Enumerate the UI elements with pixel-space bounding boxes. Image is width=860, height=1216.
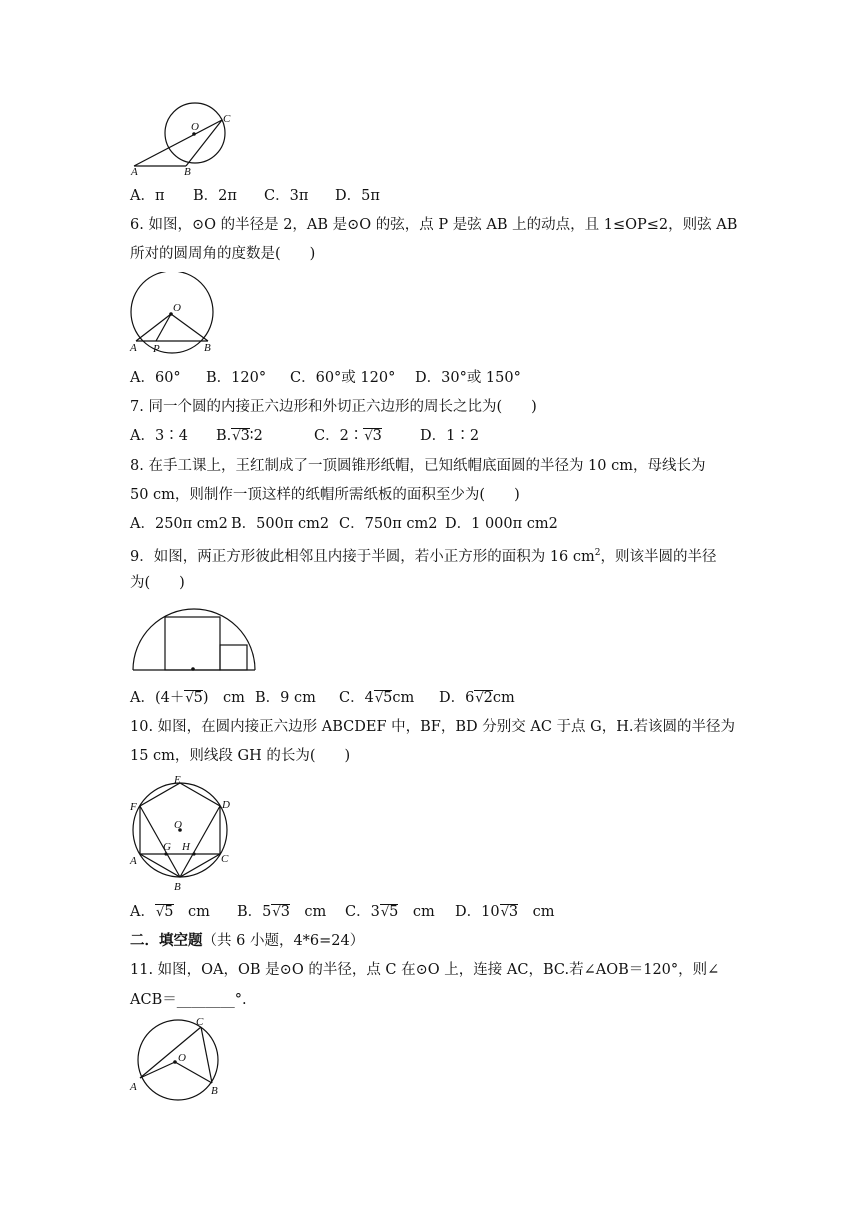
q5-options	[130, 186, 380, 206]
q10-option-b-prefix: B．5	[237, 904, 272, 920]
section-title: 二．填空题	[130, 932, 203, 949]
q7-option-b[interactable]	[216, 426, 314, 446]
q5-label-c: C	[223, 113, 231, 125]
q9-option-b[interactable]: B．9 cm	[255, 690, 316, 706]
q10-label-f: F	[130, 801, 137, 813]
q7-option-c-prefix: C．2∶	[314, 428, 364, 444]
q9-option-d-prefix: D．6	[439, 690, 475, 706]
q6-option-d[interactable]: D．30°或 150°	[415, 370, 521, 386]
q8-option-d[interactable]: D．1 000π cm2	[445, 516, 558, 532]
q11-text-line2: ACB＝________°.	[130, 992, 247, 1008]
q5-label-o: O	[191, 121, 199, 133]
q9-option-c-radicand: 5	[383, 690, 393, 706]
q8-option-a[interactable]: A．250π cm2	[130, 516, 228, 532]
q8-option-b[interactable]: B．500π cm2	[231, 516, 330, 532]
q9-option-d-suffix: cm	[492, 690, 515, 706]
q10-label-g: G	[163, 841, 171, 853]
q9-option-c-prefix: C．4	[339, 690, 374, 706]
q10-option-d-sqrt: √3	[500, 904, 519, 920]
q6-figure	[128, 272, 220, 356]
q6-label-a: A	[130, 342, 137, 354]
q10-option-a-prefix: A．	[130, 904, 155, 920]
q9-option-d-sqrt: √2	[475, 690, 493, 706]
q7-option-c-sqrt: √3	[364, 428, 382, 444]
q6-text-line1: 6. 如图，⊙O 的半径是 2，AB 是⊙O 的弦，点 P 是弦 AB 上的动点，且 1≤OP≤2，则弦 AB	[130, 217, 738, 233]
q9-option-d[interactable]	[439, 688, 515, 708]
q10-option-d-radicand: 3	[508, 904, 519, 920]
q6-option-a[interactable]: A．60°	[130, 370, 181, 386]
q9-option-c-suffix: cm	[392, 690, 415, 706]
q7-option-c-radicand: 3	[372, 428, 382, 444]
q9-option-a-prefix: A．(4＋	[130, 690, 185, 706]
q10-label-b: B	[174, 881, 181, 893]
q10-option-c[interactable]	[345, 902, 455, 922]
q9-figure	[128, 600, 260, 674]
q9-text-line2: 为( )	[130, 575, 185, 591]
q7-option-a[interactable]: A．3∶4	[130, 428, 188, 444]
q8-text-line2: 50 cm，则制作一顶这样的纸帽所需纸板的面积至少为( )	[130, 487, 520, 503]
q7-option-b-prefix: B.	[216, 428, 232, 444]
q11-text-line1: 11. 如图，OA，OB 是⊙O 的半径，点 C 在⊙O 上，连接 AC，BC.若∠AOB＝120°，则∠	[130, 962, 720, 978]
q11-label-b: B	[211, 1085, 218, 1097]
q10-label-a: A	[130, 855, 137, 867]
q10-option-a-sqrt: √5	[155, 904, 174, 920]
section-heading	[130, 931, 364, 951]
q10-option-a-radicand: 5	[164, 904, 174, 920]
q10-label-e: E	[174, 774, 181, 786]
q5-option-a[interactable]: A．π	[130, 188, 165, 204]
q7-option-b-radicand: 3	[240, 428, 250, 444]
q10-option-d[interactable]	[455, 902, 554, 922]
q9-option-d-radicand: 2	[483, 690, 493, 706]
q9-text-line1-end: ，则该半圆的半径	[600, 548, 717, 565]
q5-label-b: B	[184, 166, 191, 178]
q6-options	[130, 368, 521, 388]
q5-option-d[interactable]: D．5π	[335, 188, 380, 204]
q8-options	[130, 514, 558, 534]
q10-option-b-sqrt: √3	[272, 904, 290, 920]
q6-label-o: O	[173, 302, 181, 314]
q7-option-b-suffix: ∶2	[249, 428, 263, 444]
q10-label-o: O	[174, 819, 182, 831]
q10-option-c-suffix: cm	[398, 904, 435, 920]
q5-figure	[128, 98, 238, 178]
q9-text-line1-main: 9．如图，两正方形彼此相邻且内接于半圆，若小正方形的面积为 16 cm	[130, 548, 595, 565]
q10-option-d-suffix: cm	[518, 904, 555, 920]
q7-options	[130, 426, 479, 446]
q7-option-c[interactable]	[314, 426, 420, 446]
q9-text-line1	[130, 543, 717, 567]
q11-label-o: O	[178, 1052, 186, 1064]
q10-option-c-radicand: 5	[389, 904, 399, 920]
section-note: （共 6 小题，4*6=24）	[202, 933, 365, 949]
q10-option-b-suffix: cm	[289, 904, 327, 920]
q10-option-b-radicand: 3	[280, 904, 290, 920]
q8-text-line1: 8. 在手工课上，王红制成了一顶圆锥形纸帽，已知纸帽底面圆的半径为 10 cm，母线长为	[130, 458, 706, 474]
q5-label-a: A	[131, 166, 138, 178]
q6-label-b: B	[204, 342, 211, 354]
q11-label-a: A	[130, 1081, 137, 1093]
q7-option-d[interactable]: D．1∶2	[420, 428, 480, 444]
q7-option-b-sqrt: √3	[232, 428, 250, 444]
q5-option-c[interactable]: C．3π	[264, 188, 309, 204]
q10-label-h: H	[182, 841, 190, 853]
q10-option-a-suffix: cm	[173, 904, 210, 920]
q9-option-a-radicand: 5	[193, 690, 203, 706]
q9-option-c[interactable]	[339, 688, 439, 708]
q10-text-line1: 10. 如图，在圆内接正六边形 ABCDEF 中，BF，BD 分别交 AC 于点 G，H.若该圆的半径为	[130, 719, 735, 735]
q10-option-c-sqrt: √5	[380, 904, 399, 920]
q9-options	[130, 688, 515, 708]
q9-option-a[interactable]	[130, 688, 255, 708]
q7-text-line1: 7. 同一个圆的内接正六边形和外切正六边形的周长之比为( )	[130, 399, 537, 415]
q10-label-c: C	[221, 853, 229, 865]
q6-option-b[interactable]: B．120°	[206, 370, 267, 386]
q10-option-d-prefix: D．10	[455, 904, 500, 920]
q11-label-c: C	[196, 1016, 204, 1028]
q10-text-line2: 15 cm，则线段 GH 的长为( )	[130, 748, 351, 764]
q6-option-c[interactable]: C．60°或 120°	[290, 370, 396, 386]
q6-label-p: P	[153, 343, 160, 355]
q10-option-c-prefix: C．3	[345, 904, 380, 920]
q9-option-a-sqrt: √5	[185, 690, 203, 706]
q10-label-d: D	[222, 799, 230, 811]
q5-option-b[interactable]: B．2π	[193, 188, 237, 204]
q10-option-a[interactable]	[130, 902, 237, 922]
q10-option-b[interactable]	[237, 902, 345, 922]
q6-text-line2: 所对的圆周角的度数是( )	[130, 246, 316, 262]
q10-figure	[128, 770, 240, 894]
q9-option-a-suffix: ) cm	[202, 690, 245, 706]
q10-options	[130, 902, 554, 922]
q8-option-c[interactable]: C．750π cm2	[339, 516, 438, 532]
q11-figure	[128, 1012, 228, 1102]
q9-option-c-sqrt: √5	[374, 690, 393, 706]
q9-text-superscript: 2	[594, 548, 601, 558]
